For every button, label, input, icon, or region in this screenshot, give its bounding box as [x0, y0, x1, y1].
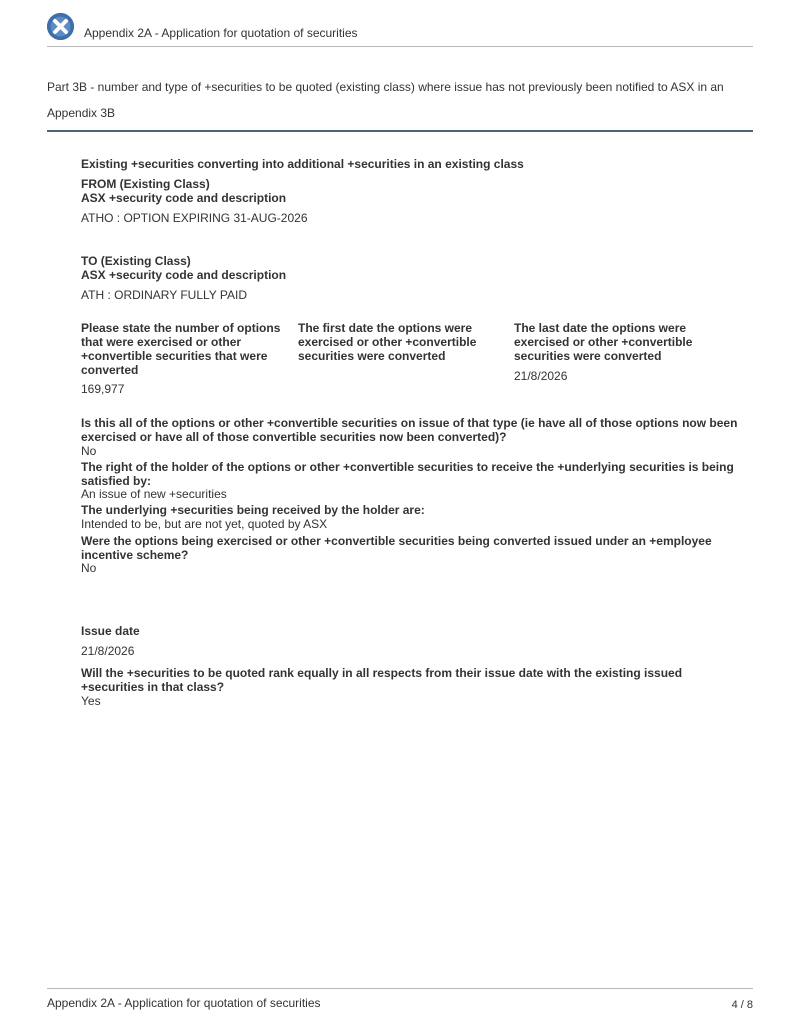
question-line: +securities in that class? [81, 680, 225, 694]
col1-line: +convertible securities that were [81, 349, 268, 363]
from-value: ATHO : OPTION EXPIRING 31-AUG-2026 [81, 211, 308, 225]
question-line: satisfied by: [81, 474, 152, 488]
issue-date-label: Issue date [81, 624, 140, 638]
col3-line: The last date the options were [514, 321, 687, 335]
to-code-label: ASX +security code and description [81, 268, 287, 282]
q-holder-right [81, 460, 741, 488]
to-value: ATH : ORDINARY FULLY PAID [81, 288, 248, 302]
last-date-value: 21/8/2026 [514, 369, 568, 383]
question-line: incentive scheme? [81, 548, 189, 562]
col1-line: that were exercised or other [81, 335, 242, 349]
col3-line: securities were converted [514, 349, 662, 363]
col1-line: converted [81, 363, 139, 377]
exercised-count-value: 169,977 [81, 382, 125, 396]
last-date-label [514, 321, 714, 363]
header-title: Appendix 2A - Application for quotation of securities [84, 26, 358, 40]
from-code-label: ASX +security code and description [81, 191, 287, 205]
q-employee-scheme [81, 534, 741, 562]
q-holder-right-answer: An issue of new +securities [81, 487, 227, 501]
page-number: 4 / 8 [731, 999, 753, 1011]
from-label: FROM (Existing Class) [81, 177, 210, 191]
first-date-label [298, 321, 498, 363]
q-employee-scheme-answer: No [81, 561, 97, 575]
asx-logo-icon [47, 13, 74, 40]
q-underlying: The underlying +securities being received by the holder are: [81, 503, 425, 517]
col2-line: exercised or other +convertible [298, 335, 477, 349]
col1-line: Please state the number of options [81, 321, 281, 335]
q-underlying-answer: Intended to be, but are not yet, quoted by ASX [81, 517, 328, 531]
col3-line: exercised or other +convertible [514, 335, 693, 349]
footer-divider [47, 988, 753, 989]
converting-heading: Existing +securities converting into additional +securities in an existing class [81, 157, 524, 171]
col2-line: The first date the options were [298, 321, 473, 335]
question-line: Is this all of the options or other +convertible securities on issue of that type (ie have all of those options now been [81, 416, 738, 430]
q-all-converted [81, 416, 741, 444]
part-title-line2: Appendix 3B [47, 106, 116, 120]
question-line: Were the options being exercised or other +convertible securities being converted issued under an +employee [81, 534, 712, 548]
question-line: Will the +securities to be quoted rank equally in all respects from their issue date with the existing issued [81, 666, 683, 680]
to-label: TO (Existing Class) [81, 254, 191, 268]
footer-title: Appendix 2A - Application for quotation of securities [47, 996, 321, 1010]
question-line: exercised or have all of those convertible securities now been converted)? [81, 430, 507, 444]
part-title-line1: Part 3B - number and type of +securities to be quoted (existing class) where issue has not previously been notified to ASX in an [47, 80, 724, 94]
col2-line: securities were converted [298, 349, 446, 363]
header-divider [47, 46, 753, 47]
issue-date-value: 21/8/2026 [81, 644, 135, 658]
question-line: The right of the holder of the options or other +convertible securities to receive the +underlying securities is being [81, 460, 734, 474]
exercised-count-label [81, 321, 281, 377]
rank-equally-question [81, 666, 741, 694]
q-all-converted-answer: No [81, 444, 97, 458]
rank-equally-answer: Yes [81, 694, 101, 708]
part-divider [47, 130, 753, 132]
